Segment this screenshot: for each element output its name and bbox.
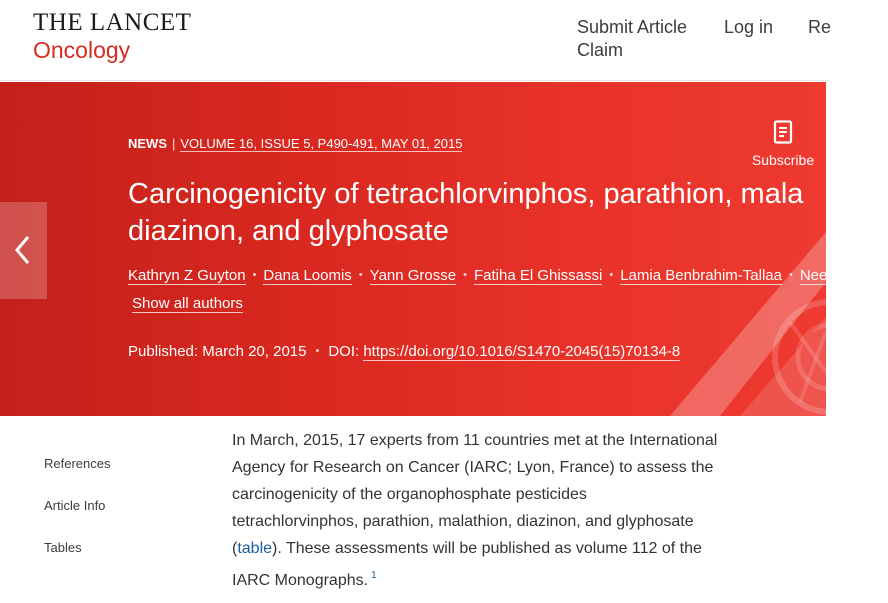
logo-the-lancet: THE LANCET: [33, 9, 192, 36]
sidebar-item-references[interactable]: References: [44, 456, 111, 471]
meta-separator: |: [172, 136, 176, 151]
article-title: [128, 176, 888, 250]
sidebar-item-article-info[interactable]: Article Info: [44, 498, 106, 513]
author-link[interactable]: Lamia Benbrahim-Tallaa: [620, 267, 782, 284]
submit-article-label: Submit Article: [577, 17, 688, 37]
paren-open: (: [232, 540, 238, 557]
claim-label: Claim: [577, 40, 624, 60]
footnote-ref-link[interactable]: 1: [371, 570, 377, 581]
body-line-6: [232, 562, 762, 594]
published-label: Published:: [128, 343, 199, 360]
body-line-4: tetrachlorvinphos, parathion, malathion, diazinon, and glyphosate: [232, 513, 694, 530]
title-line-2: diazinon, and glyphosate: [128, 215, 449, 247]
subscribe-button[interactable]: [748, 120, 818, 168]
author-link[interactable]: Kathryn Z Guyton: [128, 267, 246, 284]
published-date: March 20, 2015: [202, 343, 307, 360]
author-link[interactable]: Neela G: [799, 267, 855, 284]
previous-article-button[interactable]: [0, 202, 47, 299]
author-link[interactable]: Fatiha El Ghissassi: [473, 267, 603, 284]
author-list: [128, 267, 855, 284]
article-type: NEWS: [128, 136, 167, 151]
pub-separator: •: [315, 345, 320, 357]
author-separator: •: [609, 269, 614, 281]
publication-info: [128, 343, 680, 360]
article-banner: [0, 82, 855, 416]
author-link[interactable]: Yann Grosse: [369, 267, 457, 284]
issue-link[interactable]: VOLUME 16, ISSUE 5, P490-491, MAY 01, 2015: [180, 136, 463, 151]
logo-oncology: Oncology: [33, 37, 131, 63]
table-link[interactable]: table: [237, 540, 273, 557]
doi-label: DOI:: [328, 343, 360, 360]
body-line-1: In March, 2015, 17 experts from 11 countries met at the International: [232, 432, 718, 449]
sidebar-item-tables[interactable]: Tables: [44, 540, 82, 555]
author-link[interactable]: Dana Loomis: [263, 267, 352, 284]
body-line-3: carcinogenicity of the organophosphate pesticides: [232, 486, 587, 503]
journal-logo[interactable]: [33, 10, 191, 64]
author-separator: •: [252, 269, 257, 281]
doi-link[interactable]: https://doi.org/10.1016/S1470-2045(15)70134-8: [363, 343, 681, 360]
show-all-authors-link[interactable]: Show all authors: [132, 295, 243, 312]
login-link[interactable]: Log in: [724, 17, 774, 37]
title-line-1: Carcinogenicity of tetrachlorvinphos, parathion, mala: [128, 178, 804, 210]
author-separator: •: [358, 269, 363, 281]
article-meta: [128, 136, 462, 151]
submit-article-claim-link[interactable]: [577, 16, 687, 62]
chevron-left-icon: [13, 234, 33, 266]
article-body-paragraph: [232, 427, 762, 594]
subscribe-document-icon: [773, 120, 793, 144]
body-line-2: Agency for Research on Cancer (IARC; Lyon, France) to assess the: [232, 459, 714, 476]
register-link[interactable]: Re: [808, 17, 832, 37]
author-separator: •: [788, 269, 793, 281]
subscribe-label: Subscribe: [751, 152, 815, 168]
body-line-5-text: ). These assessments will be published as volume 112 of the: [272, 540, 702, 557]
site-header: [0, 0, 832, 81]
body-line-5: [232, 535, 762, 562]
body-line-6-text: IARC Monographs.: [232, 572, 369, 589]
author-separator: •: [463, 269, 467, 281]
